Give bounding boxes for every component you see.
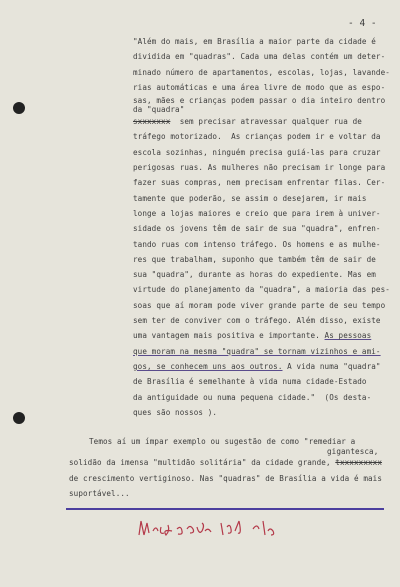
text-line-insert: gigantesca, (327, 447, 379, 457)
text-line: sem ter de conviver com o tráfego. Além disso, existe (133, 316, 381, 326)
text-line: rias automáticas e uma área livre de modo que as espo- (133, 82, 386, 92)
text-fragment: uma vantagem mais positiva e importante. (133, 331, 320, 341)
punch-hole-bottom (13, 412, 25, 424)
text-line: fazer suas compras, nem precisam enfrentar filas. Cer- (133, 178, 386, 188)
signature-drawing (135, 513, 335, 543)
text-line: da antiguidade ou numa pequena cidade." (Os desta- (133, 392, 372, 402)
text-line: res que trabalham, suponho que também têm de sair de (133, 254, 376, 264)
text-line: tráfego motorizado. As crianças podem ir e voltar da (133, 132, 381, 142)
text-line: dividida em "quadras". Cada uma delas contém um deter- (133, 52, 386, 62)
horizontal-rule (66, 508, 384, 510)
text-line: longe a lojas maiores e creio que para irem à univer- (133, 208, 381, 218)
text-line: ques são nossos ). (133, 407, 218, 417)
text-line (133, 114, 383, 129)
text-line: escola sozinhas, ninguém precisa guiá-las para cruzar (133, 147, 381, 157)
text-line: sas, mães e crianças podem passar o dia inteiro dentro (133, 96, 386, 106)
text-line: virtude do planejamento da "quadra", a maioria das pes- (133, 285, 390, 295)
text-fragment: sem precisar atravessar qualquer rua de (179, 117, 362, 127)
text-fragment: A vida numa "quadra" (287, 361, 381, 371)
text-line: "Além do mais, em Brasília a maior parte da cidade é (133, 37, 376, 46)
text-line: minado número de apartamentos, escolas, lojas, lavande- (133, 67, 390, 77)
text-line (133, 328, 383, 343)
text-line: de crescimento vertiginoso. Nas "quadras" de Brasília a vida é mais (69, 473, 383, 483)
text-line (133, 359, 383, 374)
struck-word: txxxxxxxxx (335, 458, 383, 468)
text-line: suportável... (69, 489, 130, 499)
text-line: tando ruas com intenso tráfego. Os homens e as mulhe- (133, 239, 381, 249)
text-line: perigosas ruas. As mulheres não precisam ir longe para (133, 163, 386, 173)
text-line: soas que aí moram pode viver grande parte de seu tempo (133, 300, 386, 310)
underlined-emphasis: gos, se conhecem uns aos outros. (133, 361, 283, 371)
typed-text (69, 34, 390, 501)
struck-word: sxxxxxxx (133, 117, 171, 127)
text-fragment: solidão da imensa "multidão solitária" da cidade grande, (69, 458, 331, 468)
handwritten-signature (135, 513, 335, 547)
text-line-insert: da "quadra" (133, 105, 185, 115)
text-line: sua "quadra", durante as horas do expediente. Mas em (133, 270, 376, 280)
underlined-emphasis: que moram na mesma "quadra" se tornam vizinhos e ami- (133, 346, 381, 356)
text-line: sidade os jovens têm de sair de sua "quadra", enfren- (133, 224, 381, 234)
page-number: - 4 - (348, 18, 377, 29)
text-line (69, 455, 383, 470)
underlined-emphasis: As pessoas (324, 331, 372, 341)
text-line: Temos aí um ímpar exemplo ou sugestão de como "remediar a (89, 437, 356, 447)
text-line: de Brasília é semelhante à vida numa cidade-Estado (133, 377, 367, 387)
punch-hole-top (13, 102, 25, 114)
text-line: tamente que poderão, se assim o desejarem, ir mais (133, 193, 367, 203)
